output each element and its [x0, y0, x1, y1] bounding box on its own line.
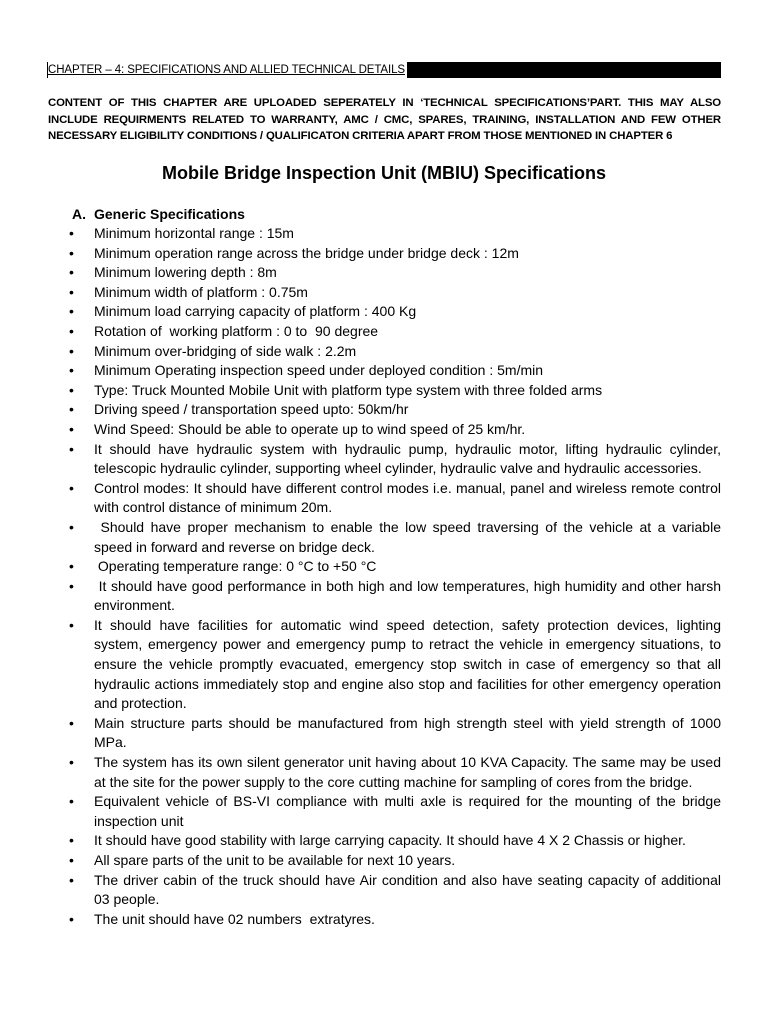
specification-item	[69, 361, 721, 381]
specification-text: Type: Truck Mounted Mobile Unit with platform type system with three folded arms	[94, 381, 603, 398]
specification-text: Minimum lowering depth : 8m	[94, 264, 277, 281]
specification-item	[69, 381, 721, 401]
specification-text: Minimum load carrying capacity of platform : 400 Kg	[94, 303, 417, 320]
bullet-icon: •	[69, 910, 74, 927]
bullet-icon: •	[69, 754, 74, 771]
specification-item	[69, 616, 725, 714]
specification-item	[69, 400, 721, 420]
specification-text: It should have facilities for automatic wind speed detection, safety protection devices, lighting system, emergency power and emergency pump to retract the vehicle in emergency situations, to ensure the vehicle promptly evacuated, emergency stop switch in case of emergency so that all hydraulic actions immediately stop and engine also stop and facilities for other emergency operation and protection.	[94, 616, 725, 712]
specification-item	[69, 322, 721, 342]
specification-text: Minimum Operating inspection speed under deployed condition : 5m/min	[94, 362, 544, 379]
specification-text: Minimum horizontal range : 15m	[94, 225, 294, 241]
specification-text: Wind Speed: Should be able to operate up to wind speed of 25 km/hr.	[94, 420, 526, 437]
specification-item	[69, 342, 721, 362]
section-letter: A.	[72, 206, 86, 222]
specification-item	[69, 910, 721, 930]
bullet-icon: •	[69, 714, 74, 731]
bullet-icon: •	[69, 518, 74, 535]
chapter-heading: CHAPTER – 4: SPECIFICATIONS AND ALLIED TECHNICAL DETAILS	[48, 64, 405, 76]
specification-text: It should have good stability with large carrying capacity. It should have 4 X 2 Chassis or higher.	[94, 832, 686, 849]
specification-item	[69, 851, 721, 871]
bullet-icon: •	[69, 381, 74, 398]
specification-text: Driving speed / transportation speed upto: 50km/hr	[94, 401, 409, 418]
specification-text: Should have proper mechanism to enable the low speed traversing of the vehicle at a variable speed in forward and reverse on bridge deck.	[94, 518, 725, 555]
bullet-icon: •	[69, 401, 74, 418]
bullet-icon: •	[69, 225, 74, 241]
specification-text: Minimum width of platform : 0.75m	[94, 283, 308, 300]
bullet-icon: •	[69, 871, 74, 888]
specification-item	[69, 577, 725, 616]
section-heading	[72, 205, 245, 225]
bullet-icon: •	[69, 362, 74, 379]
specification-text: It should have good performance in both high and low temperatures, high humidity and other harsh environment.	[94, 577, 725, 614]
bullet-icon: •	[69, 303, 74, 320]
bullet-icon: •	[69, 244, 74, 261]
specification-text: The driver cabin of the truck should have Air condition and also have seating capacity of additional 03 people.	[94, 871, 725, 908]
specification-item	[69, 831, 721, 851]
specification-text: Equivalent vehicle of BS-VI compliance with multi axle is required for the mounting of the bridge inspection unit	[94, 793, 725, 829]
specification-text: Rotation of working platform : 0 to 90 degree	[94, 322, 379, 339]
specification-item	[69, 792, 725, 831]
specification-item	[69, 871, 725, 910]
bullet-icon: •	[69, 577, 74, 594]
specification-text: Control modes: It should have different control modes i.e. manual, panel and wireless remote control with control distance of minimum 20m.	[94, 479, 725, 516]
document-title: Mobile Bridge Inspection Unit (MBIU) Specifications	[161, 163, 607, 183]
bullet-icon: •	[69, 283, 74, 300]
specification-item	[69, 479, 725, 518]
specification-text: It should have hydraulic system with hydraulic pump, hydraulic motor, lifting hydraulic cylinder, telescopic hydraulic cylinder, supporting wheel cylinder, hydraulic valve and hydraulic accessories.	[94, 440, 725, 477]
bullet-icon: •	[69, 793, 74, 810]
specification-text: All spare parts of the unit to be available for next 10 years.	[94, 852, 456, 868]
bullet-icon: •	[69, 264, 74, 281]
specification-text: Minimum over-bridging of side walk : 2.2m	[94, 342, 357, 359]
specification-item	[69, 753, 725, 792]
specification-list	[69, 224, 725, 929]
specification-item	[69, 518, 725, 557]
bullet-icon: •	[69, 420, 74, 437]
specification-item	[69, 283, 721, 303]
specification-item	[69, 244, 721, 264]
section-heading-text: Generic Specifications	[94, 206, 245, 222]
specification-item	[69, 263, 721, 283]
specification-item	[69, 557, 721, 577]
specification-text: The system has its own silent generator unit having about 10 KVA Capacity. The same may be used at the site for the power supply to the core cutting machine for sampling of cores from the bridge.	[94, 754, 725, 790]
specification-item	[69, 440, 725, 479]
bullet-icon: •	[69, 616, 74, 633]
specification-item	[69, 714, 725, 753]
specification-text: Minimum operation range across the bridge under bridge deck : 12m	[94, 244, 519, 261]
bullet-icon: •	[69, 322, 74, 339]
specification-text: Main structure parts should be manufactured from high strength steel with yield strength of 1000 MPa.	[94, 714, 725, 751]
specification-text: The unit should have 02 numbers extratyres.	[94, 910, 375, 927]
bullet-icon: •	[69, 852, 74, 868]
specification-item	[69, 302, 721, 322]
bullet-icon: •	[69, 342, 74, 359]
specification-item	[69, 224, 721, 244]
bullet-icon: •	[69, 479, 74, 496]
chapter-notice: CONTENT OF THIS CHAPTER ARE UPLOADED SEPERATELY IN ‘TECHNICAL SPECIFICATIONS’PART. THIS MAY ALSO INCLUDE REQUIRMENTS RELATED TO WARRANTY, AMC / CMC, SPARES, TRAINING, INSTALLATION AND FEW OTHER NECESSARY ELIGIBILITY CONDITIONS / QUALIFICATON CRITERIA APART FROM THOSE MENTIONED IN CHAPTER 6	[48, 97, 721, 142]
specification-text: Operating temperature range: 0 °C to +50 °C	[94, 558, 377, 575]
specification-item	[69, 420, 721, 440]
bullet-icon: •	[69, 832, 74, 849]
bullet-icon: •	[69, 558, 74, 575]
bullet-icon: •	[69, 440, 74, 457]
